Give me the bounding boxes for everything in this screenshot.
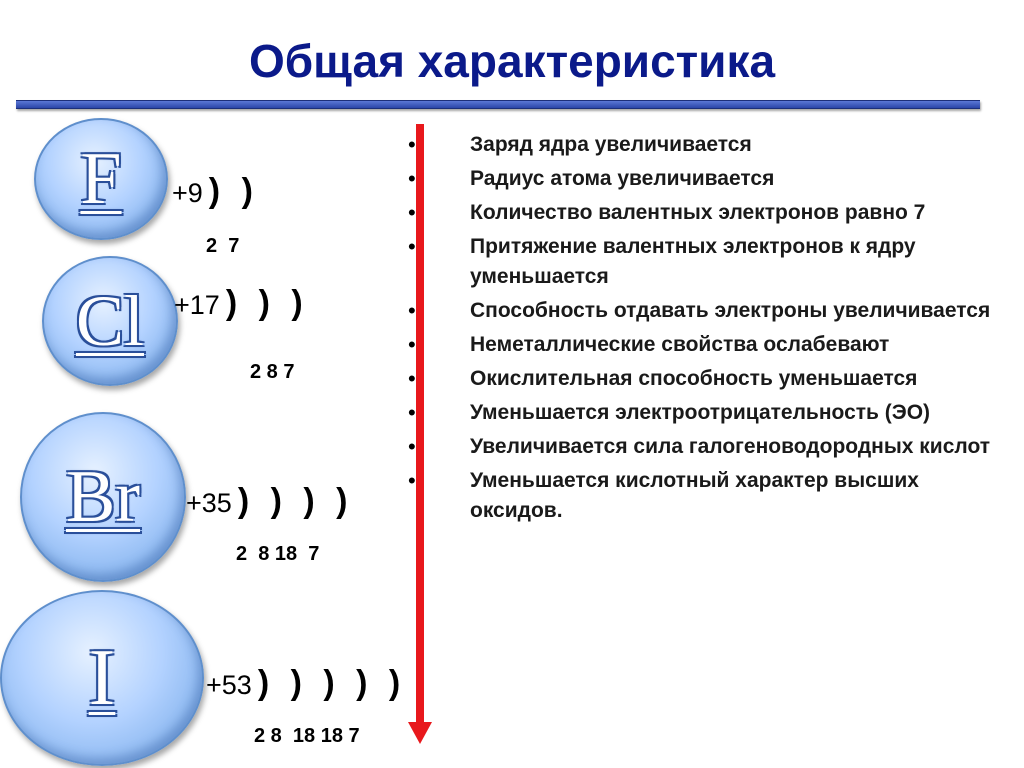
electron-config-f: 2 7	[206, 235, 240, 257]
list-item	[406, 232, 1006, 292]
bullet-icon: •	[408, 166, 416, 191]
bullet-icon: •	[408, 298, 416, 323]
electron-shells-cl: ) ) )	[225, 284, 309, 322]
list-item-text: Количество валентных электронов равно 7	[470, 201, 926, 224]
nucleus-charge-cl	[174, 286, 309, 320]
list-item	[406, 466, 1006, 526]
list-item-text: Заряд ядра увеличивается	[470, 133, 752, 156]
list-item-text: Окислительная способность уменьшается	[470, 367, 918, 390]
charge-value-i: +53	[206, 670, 252, 700]
bullet-icon: •	[408, 400, 416, 425]
bullet-icon: •	[408, 234, 416, 259]
bullet-icon: •	[408, 132, 416, 157]
charge-value-cl: +17	[174, 290, 220, 320]
electron-shells-f: ) )	[208, 172, 259, 210]
element-sphere-f	[34, 118, 168, 240]
list-item	[406, 198, 1006, 228]
property-trend-list	[406, 130, 1006, 530]
element-sphere-i	[0, 590, 204, 766]
electron-shells-i: ) ) ) ) )	[257, 664, 407, 702]
list-item	[406, 398, 1006, 428]
charge-value-br: +35	[186, 488, 232, 518]
nucleus-charge-br	[186, 484, 353, 518]
electron-config-cl: 2 8 7	[250, 361, 295, 383]
element-symbol-i: I	[88, 634, 116, 722]
nucleus-charge-f	[172, 174, 259, 208]
list-item	[406, 330, 1006, 360]
list-item-text: Притяжение валентных электронов к ядру уменьшается	[470, 235, 916, 288]
bullet-icon: •	[408, 366, 416, 391]
list-item	[406, 164, 1006, 194]
list-item-text: Неметаллические свойства ослабевают	[470, 333, 890, 356]
page-title: Общая характеристика	[248, 35, 776, 87]
element-symbol-cl: Cl	[75, 281, 145, 361]
electron-shells-br: ) ) ) )	[237, 482, 354, 520]
element-symbol-f: F	[80, 138, 122, 220]
list-item-text: Способность отдавать электроны увеличивается	[470, 299, 991, 322]
electron-config-i: 2 8 18 18 7	[254, 725, 360, 747]
title-underline	[16, 100, 980, 109]
list-item-text: Уменьшается электроотрицательность (ЭО)	[470, 401, 931, 424]
element-sphere-br	[20, 412, 186, 582]
list-item	[406, 432, 1006, 462]
charge-value-f: +9	[172, 178, 203, 208]
bullet-icon: •	[408, 434, 416, 459]
list-item-text: Радиус атома увеличивается	[470, 167, 775, 190]
list-item	[406, 130, 1006, 160]
trend-arrow-head	[408, 722, 432, 744]
bullet-icon: •	[408, 332, 416, 357]
element-sphere-cl	[42, 256, 178, 386]
list-item-text: Уменьшается кислотный характер высших оксидов.	[470, 469, 919, 522]
element-symbol-br: Br	[66, 456, 140, 538]
nucleus-charge-i	[206, 666, 406, 700]
bullet-icon: •	[408, 468, 416, 493]
list-item	[406, 296, 1006, 326]
list-item	[406, 364, 1006, 394]
electron-config-br: 2 8 18 7	[236, 543, 320, 565]
list-item-text: Увеличивается сила галогеноводородных кислот	[470, 435, 991, 458]
bullet-icon: •	[408, 200, 416, 225]
